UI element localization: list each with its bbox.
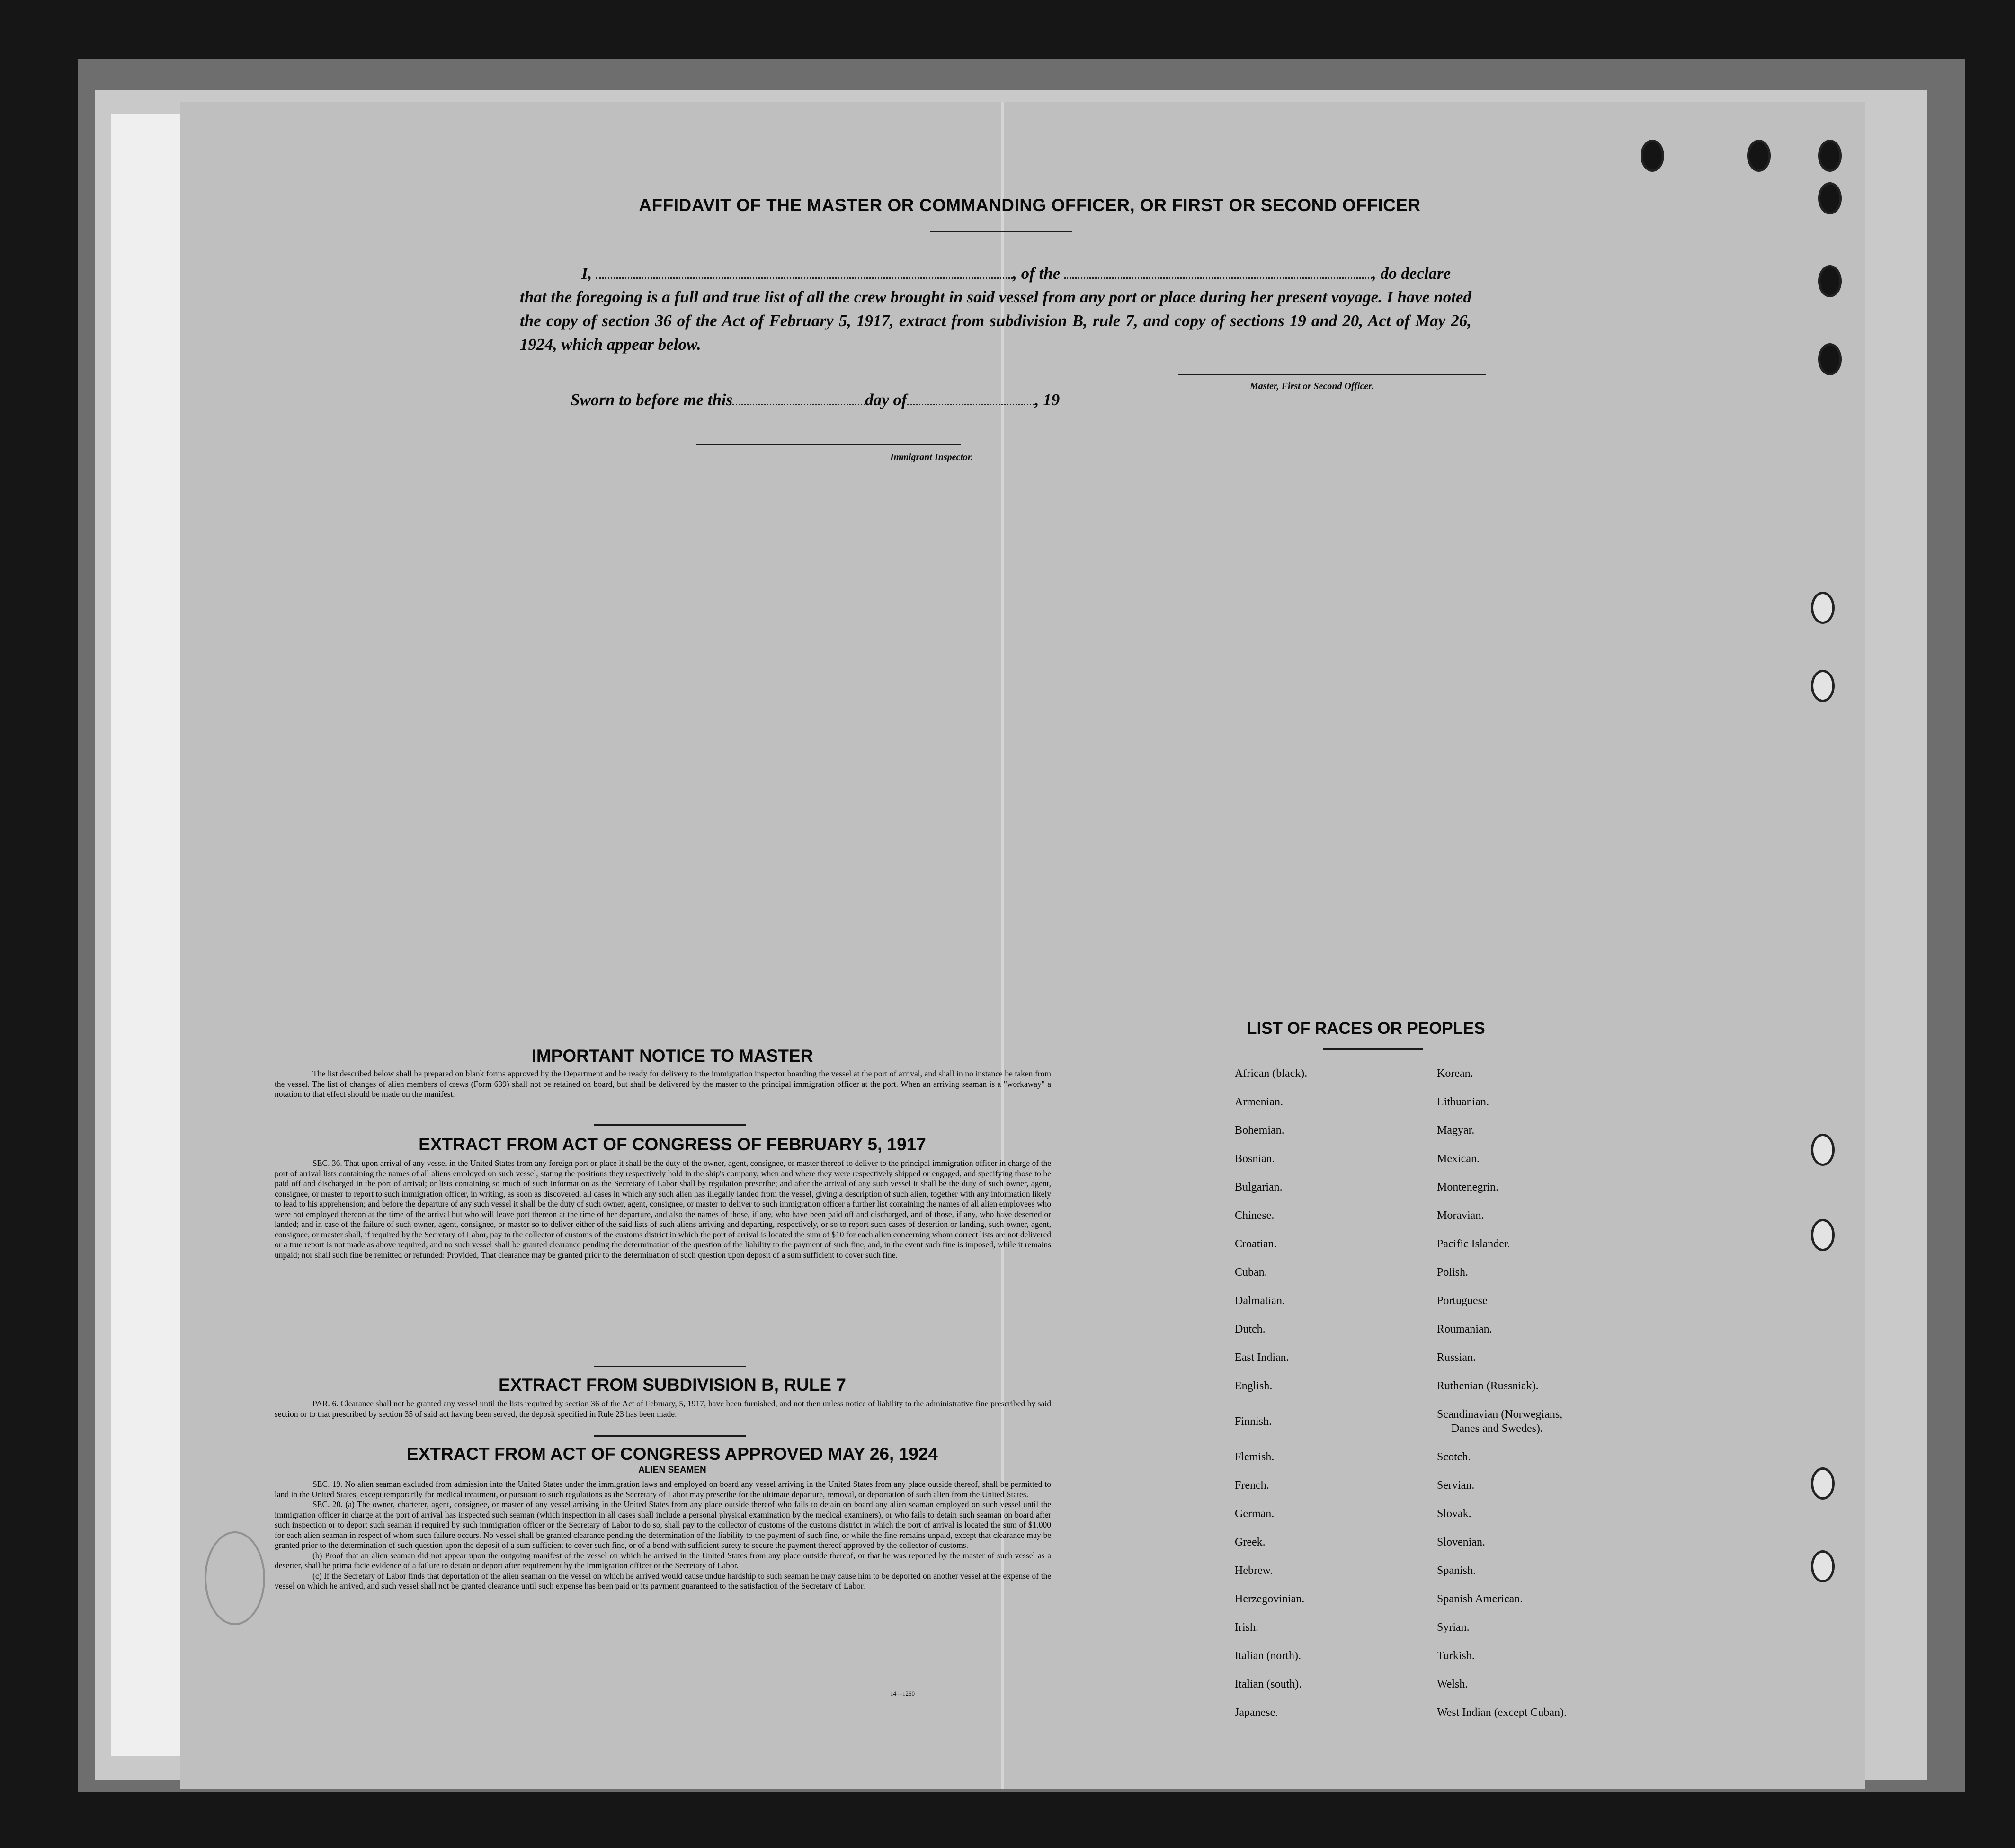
sworn-line — [571, 391, 1060, 409]
races-title: LIST OF RACES OR PEOPLES — [1247, 1019, 1485, 1038]
title-rule — [930, 231, 1072, 232]
sec-20b-text: (b) Proof that an alien seaman did not appear upon the outgoing manifest of the vessel on which he arrived in the United States from any place outside thereof, or that he was reported by the master of such vessel as a deserter, shall be prima facie evidence of a failure to detain or deport after requirement by the immigration officer or the Secretary of Labor. — [275, 1550, 1051, 1570]
race-item: Montenegrin. — [1437, 1181, 1498, 1193]
faded-seal-stamp — [205, 1531, 265, 1625]
binder-hole — [1818, 343, 1842, 375]
race-item: Dutch. — [1235, 1323, 1266, 1335]
declare-label: , do declare — [1372, 264, 1451, 283]
race-item: Magyar. — [1437, 1124, 1475, 1137]
notice-body: The list described below shall be prepared on blank forms approved by the Department and be ready for delivery to the immigration inspector boarding the vessel at the port of arrival, and shall in no instance be taken from the vessel. The list of changes of alien members of crews (Form 639) shall not be retained on board, but shall be delivered by the master to the principal immigration officer at the port. When an arriving seaman is a "workaway" a notation to that effect should be made on the manifest. — [275, 1069, 1051, 1099]
extract-rule7-title: EXTRACT FROM SUBDIVISION B, RULE 7 — [499, 1375, 846, 1395]
race-item: Bohemian. — [1235, 1124, 1284, 1137]
race-item: German. — [1235, 1508, 1275, 1520]
affidavit-first-line — [520, 262, 1471, 285]
binder-hole — [1747, 140, 1771, 172]
race-item: English. — [1235, 1380, 1273, 1392]
declarant-name-field[interactable] — [596, 277, 1013, 279]
race-item: East Indian. — [1235, 1351, 1289, 1364]
sworn-day-field[interactable] — [732, 404, 865, 405]
race-item: Irish. — [1235, 1621, 1258, 1634]
form-number: 14—1260 — [890, 1690, 915, 1697]
race-item: Syrian. — [1437, 1621, 1470, 1634]
race-item: Armenian. — [1235, 1096, 1283, 1108]
race-item: Mexican. — [1437, 1153, 1480, 1165]
inspector-signature-line[interactable] — [696, 444, 961, 445]
extract-1917-body: SEC. 36. That upon arrival of any vessel in the United States from any foreign port or place it shall be the duty of the owner, agent, consignee, or master thereof to deliver to the principal immigration officer in charge of the port of arrival lists containing the names of all aliens employed on such vessel, stating the positions they respectively hold in the ship's company, when and where they were respectively shipped or engaged, and specifying those to be paid off and discharged in the port of arrival; or lists containing so much of such information as the Secretary of Labor shall by regulation prescribe; and after the arrival of any such vessel it shall be the duty of such owner, agent, consignee, or master to report to such immigration officer, in writing, as soon as discovered, all cases in which any such alien has illegally landed from the vessel, giving a description of such alien, together with any information likely to lead to his apprehension; and before the departure of any such vessel it shall be the duty of such owner, agent, consignee, or master to deliver to such immigration officer a further list containing the names of all alien employees who were not employed thereon at the time of the arrival but who will leave port thereon at the time of her departure, and also the names of those, if any, who have been paid off and discharged, and of those, if any, who have deserted or landed; and in case of the failure of such owner, agent, consignee, or master so to deliver either of the said lists of such aliens arriving and departing, respectively, or so to report such cases of desertion or landing, such owner, agent, consignee, or master shall, if required by the Secretary of Labor, pay to the collector of customs of the customs district in which the port of arrival is located the sum of $10 for each alien concerning whom correct lists are not delivered or a true report is not made as above required; and no such vessel shall be granted clearance pending the determination of the question of the liability to the payment of such fine, and, in the event such fine is imposed, while it remains unpaid; nor shall such fine be remitted or refunded: Provided, That clearance may be granted prior to the determination of such question upon deposit of a sum sufficient to cover such fine. — [275, 1158, 1051, 1260]
race-item: Flemish. — [1235, 1451, 1275, 1463]
vessel-label: , of the — [1013, 264, 1061, 283]
binder-hole — [1811, 592, 1835, 624]
binder-hole — [1641, 140, 1664, 172]
affidavit-text: that the foregoing is a full and true list of all the crew brought in said vessel from any port or place during her present voyage. I have noted the copy of section 36 of the Act of February 5, 1917, extract from subdivision B, rule 7, and copy of sections 19 and 20, Act of May 26, 1924, which appear below. — [520, 288, 1471, 354]
race-item: Pacific Islander. — [1437, 1238, 1510, 1250]
race-item: Roumanian. — [1437, 1323, 1492, 1335]
race-item: French. — [1235, 1479, 1269, 1492]
race-item: Lithuanian. — [1437, 1096, 1489, 1108]
race-item: Polish. — [1437, 1266, 1469, 1279]
race-item: Spanish. — [1437, 1564, 1476, 1577]
race-item: Korean. — [1437, 1067, 1473, 1080]
race-item: African (black). — [1235, 1067, 1308, 1080]
race-item: Moravian. — [1437, 1209, 1484, 1222]
race-item: Herzegovinian. — [1235, 1593, 1305, 1605]
ledger-edge-strip — [111, 114, 185, 1756]
extract-1924-body — [275, 1479, 1051, 1591]
affidavit-title: AFFIDAVIT OF THE MASTER OR COMMANDING OFFICER, OR FIRST OR SECOND OFFICER — [639, 195, 1421, 215]
race-item: West Indian (except Cuban). — [1437, 1706, 1567, 1719]
race-item: Chinese. — [1235, 1209, 1275, 1222]
race-item: Portuguese — [1437, 1295, 1488, 1307]
sec-20c-text: (c) If the Secretary of Labor finds that deportation of the alien seaman on the vessel on which he arrived would cause undue hardship to such seaman he may cause him to be deported on another vessel at the expense of the vessel on which he arrived, and such vessel shall not be granted clearance until such expense has been paid or its payment guaranteed to the satisfaction of the Secretary of Labor. — [275, 1571, 1051, 1590]
race-item: Spanish American. — [1437, 1593, 1523, 1605]
race-item: Ruthenian (Russniak). — [1437, 1380, 1539, 1392]
manifest-page — [180, 102, 1865, 1789]
race-item: Slovenian. — [1437, 1536, 1485, 1548]
binder-hole — [1818, 265, 1842, 297]
notice-title: IMPORTANT NOTICE TO MASTER — [531, 1046, 813, 1066]
binder-hole — [1811, 670, 1835, 702]
race-item: Danes and Swedes). — [1451, 1422, 1543, 1435]
alien-seamen-subtitle: ALIEN SEAMEN — [638, 1465, 706, 1475]
race-item: Welsh. — [1437, 1678, 1468, 1690]
race-item: Croatian. — [1235, 1238, 1277, 1250]
year-label: , 19 — [1034, 391, 1060, 409]
race-item: Bosnian. — [1235, 1153, 1275, 1165]
race-item: Bulgarian. — [1235, 1181, 1283, 1193]
race-item: Hebrew. — [1235, 1564, 1273, 1577]
binder-hole — [1811, 1219, 1835, 1251]
race-item: Scandinavian (Norwegians, — [1437, 1408, 1563, 1421]
binder-hole — [1818, 140, 1842, 172]
extract-rule7-body: PAR. 6. Clearance shall not be granted any vessel until the lists required by section 36 of the Act of February, 5, 1917, have been furnished, and not then unless notice of liability to the administrative fine prescribed by said section or to that prescribed by section 35 of said act having been served, the deposit specified in Rule 23 has been made. — [275, 1399, 1051, 1419]
sworn-month-field[interactable] — [907, 404, 1035, 405]
race-item: Turkish. — [1437, 1650, 1475, 1662]
binder-hole — [1811, 1134, 1835, 1166]
section-divider — [594, 1435, 746, 1437]
race-item: Finnish. — [1235, 1415, 1272, 1428]
races-title-rule — [1323, 1048, 1423, 1050]
sworn-label: Sworn to before me this — [571, 391, 733, 409]
section-divider — [594, 1366, 746, 1367]
race-item: Dalmatian. — [1235, 1295, 1285, 1307]
race-item: Slovak. — [1437, 1508, 1471, 1520]
affidavit-body — [520, 262, 1471, 356]
vessel-name-field[interactable] — [1064, 277, 1372, 279]
declarant-label: I, — [581, 264, 592, 283]
master-caption: Master, First or Second Officer. — [1250, 381, 1374, 391]
extract-1924-title: EXTRACT FROM ACT OF CONGRESS APPROVED MAY 26, 1924 — [407, 1444, 938, 1464]
day-of-label: day of — [865, 391, 907, 409]
section-divider — [594, 1124, 746, 1126]
master-signature-line[interactable] — [1178, 374, 1486, 375]
inspector-caption: Immigrant Inspector. — [890, 452, 973, 462]
extract-1917-title: EXTRACT FROM ACT OF CONGRESS OF FEBRUARY 5, 1917 — [419, 1135, 926, 1154]
binder-hole — [1811, 1467, 1835, 1500]
race-item: Italian (south). — [1235, 1678, 1302, 1690]
binder-hole — [1818, 182, 1842, 214]
race-item: Cuban. — [1235, 1266, 1267, 1279]
binder-hole — [1811, 1550, 1835, 1582]
sec-20a-text: SEC. 20. (a) The owner, charterer, agent, consignee, or master of any vessel arriving in the United States from any place outside thereof who fails to detain on board any alien seaman employed on such vessel until the immigration officer in charge at the port of arrival has inspected such seaman (which inspection in all cases shall include a personal physical examination by the medical examiners), or who fails to detain such seaman on board after such inspection or to deport such seaman if required by such immigration officer or the Secretary of Labor to do so, shall pay to the collector of customs of the customs district in which the port of arrival is located the sum of $1,000 for each alien seaman in respect of whom such failure occurs. No vessel shall be granted clearance pending the determination of the liability to the payment of such fine, or while the fine remains unpaid, except that clearance may be granted prior to the determination of such question upon the deposit of a sum sufficient to cover such fine, or of a bond with sufficient surety to secure the payment thereof approved by the collector of customs. — [275, 1500, 1051, 1550]
sec-19-text: SEC. 19. No alien seaman excluded from admission into the United States under the immigration laws and employed on board any vessel arriving in the United States from any place outside thereof, shall be permitted to land in the United States, except temporarily for medical treatment, or pursuant to such regulations as the Secretary of Labor may prescribe for the ultimate departure, removal, or deportation of such alien from the United States. — [275, 1479, 1051, 1499]
race-item: Japanese. — [1235, 1706, 1278, 1719]
race-item: Russian. — [1437, 1351, 1476, 1364]
race-item: Greek. — [1235, 1536, 1266, 1548]
race-item: Servian. — [1437, 1479, 1475, 1492]
race-item: Italian (north). — [1235, 1650, 1301, 1662]
race-item: Scotch. — [1437, 1451, 1471, 1463]
